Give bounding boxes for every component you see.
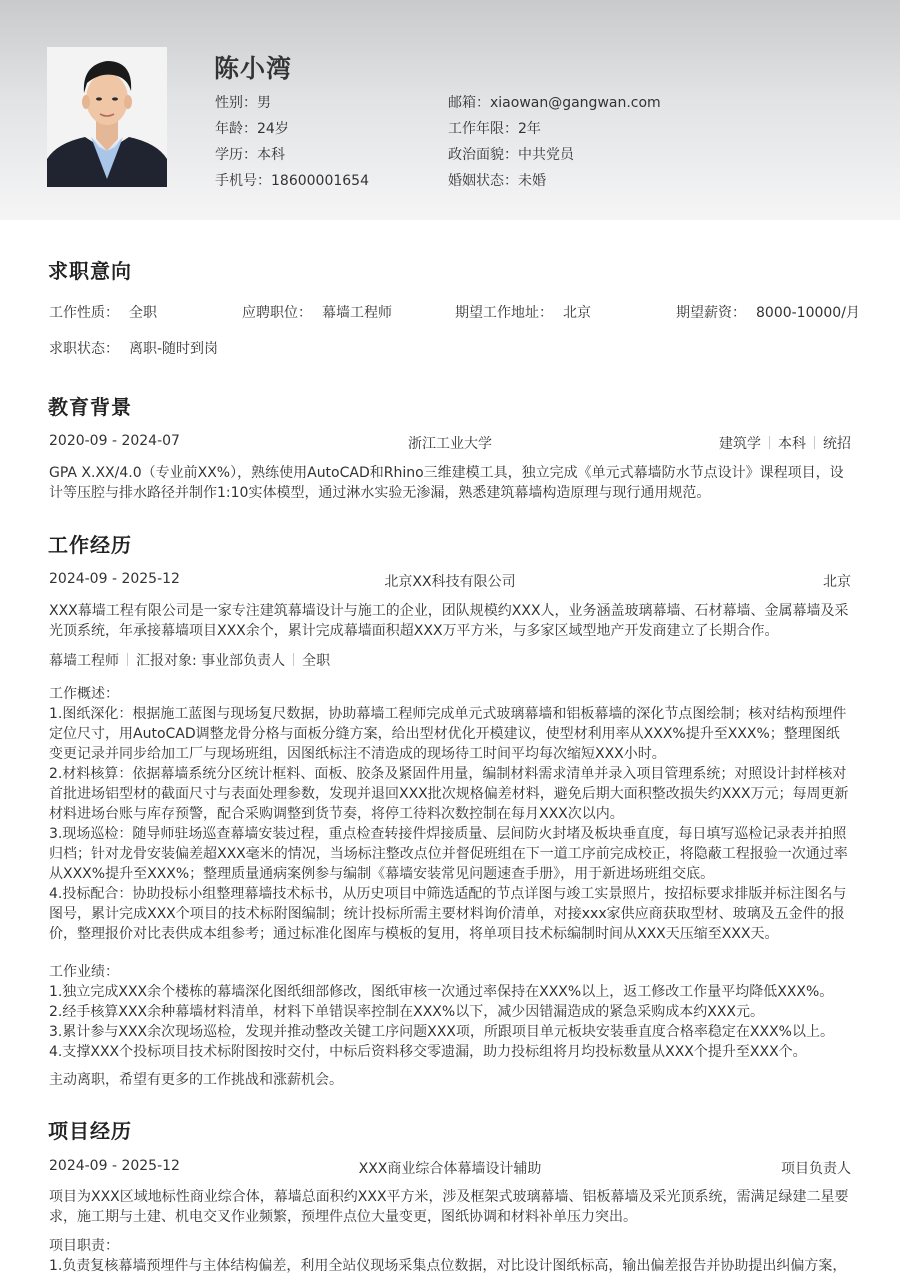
work-city: 北京 (823, 574, 851, 590)
degree: 本科 (778, 436, 806, 452)
intent-position-label: 应聘职位： (242, 305, 312, 321)
work-years-field: 工作年限：2年 (448, 121, 541, 137)
education-field: 学历：本科 (215, 147, 285, 163)
intent-salary-label: 期望薪资： (676, 305, 746, 321)
overview-label: 工作概述： (49, 686, 119, 702)
age-field: 年龄：24岁 (215, 121, 289, 137)
admission-type: 统招 (823, 436, 851, 452)
intent-status (49, 338, 218, 358)
intent-work-type-label: 工作性质： (49, 305, 119, 321)
project-duty-label: 项目职责： (49, 1238, 119, 1254)
company-description: XXX幕墙工程有限公司是一家专注建筑幕墙设计与施工的企业，团队规模约XXX人，业务涵盖玻璃幕墙、石材幕墙、金属幕墙及采光顶系统，年承接幕墙项目XXX余个，累计完成幕墙面积超XXX万平方米，与多家区域型地产开发商建立了长期合作。 (49, 603, 849, 639)
achievement-item: 1.独立完成XXX余个楼栋的幕墙深化图纸细部修改，图纸审核一次通过率保持在XXX%以上，返工修改工作量平均降低XXX%。 (49, 984, 834, 1000)
basic-info-left (215, 90, 369, 194)
duty-item: 1.图纸深化：根据施工蓝图与现场复尺数据，协助幕墙工程师完成单元式玻璃幕墙和铝板幕墙的深化节点图绘制；核对结构预埋件定位尺寸，用AutoCAD调整龙骨分格与面板分缝方案，给出型材优化开模建议，使型材利用率从XXX%提升至XXX%；整理图纸变更记录并同步给加工厂与现场班组，因图纸标注不清造成的现场待工时间平均每次缩短XXX小时。 (49, 706, 847, 762)
email-field: 邮箱：xiaowan@gangwan.com (448, 95, 661, 111)
education-period: 2020-09 - 2024-07 (49, 433, 180, 449)
intent-location-label: 期望工作地址： (455, 305, 553, 321)
gender-field: 性别：男 (215, 95, 271, 111)
project-section-title: 项目经历 (48, 1119, 132, 1143)
work-role: 幕墙工程师 (49, 653, 119, 669)
leave-reason: 主动离职，希望有更多的工作挑战和涨薪机会。 (49, 1072, 343, 1088)
profile-header (0, 0, 900, 220)
intent-location (455, 302, 591, 322)
achievement-item: 3.累计参与XXX余次现场巡检，发现并推动整改关键工序问题XXX项，所跟项目单元板块安装垂直度合格率稳定在XXX%以上。 (49, 1024, 834, 1040)
education-section-title: 教育背景 (48, 395, 132, 419)
basic-info-right (448, 90, 661, 194)
candidate-name: 陈小湾 (214, 54, 293, 83)
project-duty-item: 1.负责复核幕墙预埋件与主体结构偏差，利用全站仪现场采集点位数据，对比设计图纸标高，输出偏差报告并协助提出纠偏方案， (49, 1258, 847, 1274)
marital-field: 婚姻状态：未婚 (448, 173, 546, 189)
major: 建筑学 (719, 436, 761, 452)
tag-separator (293, 653, 294, 666)
work-report: 汇报对象: 事业部负责人 (136, 653, 286, 669)
intent-salary (676, 302, 860, 322)
intent-salary-value: 8000-10000/月 (756, 305, 860, 321)
project-period: 2024-09 - 2025-12 (49, 1158, 180, 1174)
work-tags (49, 650, 851, 670)
education-row (49, 433, 851, 453)
intent-work-type-value: 全职 (129, 305, 157, 321)
work-type: 全职 (302, 653, 331, 669)
tag-separator (814, 436, 815, 449)
work-row (49, 571, 851, 591)
tag-separator (127, 653, 128, 666)
achievement-item: 4.支撑XXX个投标项目技术标附图按时交付，中标后资料移交零遗漏，助力投标组将月均投标数量从XXX个提升至XXX个。 (49, 1044, 807, 1060)
project-role: 项目负责人 (781, 1161, 851, 1177)
project-name: XXX商业综合体幕墙设计辅助 (358, 1161, 542, 1177)
education-tags (719, 433, 851, 453)
portrait-image (47, 47, 167, 187)
tag-separator (769, 436, 770, 449)
duty-item: 4.投标配合：协助投标小组整理幕墙技术标书，从历史项目中筛选适配的节点详图与竣工实景照片，按招标要求排版并标注图名与图号，累计完成XXX个项目的技术标附图编制；统计投标所需主要材料询价清单，对接xxx家供应商获取型材、玻璃及五金件的报价，整理报价对比表供成本组参考；通过标准化图库与模板的复用，将单项目技术标编制时间从XXX天压缩至XXX天。 (49, 886, 847, 942)
avatar (47, 47, 167, 187)
education-description: GPA X.XX/4.0（专业前XX%），熟练使用AutoCAD和Rhino三维建模工具，独立完成《单元式幕墙防水节点设计》课程项目，设计等压腔与排水路径并制作1:10实体模型，通过淋水实验无渗漏，熟悉建筑幕墙构造原理与现行通用规范。 (49, 465, 844, 501)
duty-item: 2.材料核算：依据幕墙系统分区统计框料、面板、胶条及紧固件用量，编制材料需求清单并录入项目管理系统；对照设计封样核对首批进场铝型材的截面尺寸与表面处理参数，发现并退回XXX批次规格偏差材料，避免后期大面积整改损失约XXX万元；每周更新材料进场台账与库存预警，配合采购调整到货节奏，将停工待料次数控制在每月XXX次以内。 (49, 766, 849, 822)
achievement-label: 工作业绩： (49, 964, 119, 980)
intent-location-value: 北京 (563, 305, 591, 321)
intent-position (242, 302, 392, 322)
intent-position-value: 幕墙工程师 (322, 305, 392, 321)
project-description: 项目为XXX区域地标性商业综合体，幕墙总面积约XXX平方米，涉及框架式玻璃幕墙、铝板幕墙及采光顶系统，需满足绿建二星要求，施工期与土建、机电交叉作业频繁，预埋件点位大量变更，图纸协调和材料补单压力突出。 (49, 1189, 849, 1225)
project-row (49, 1158, 851, 1178)
intent-status-value: 离职-随时到岗 (129, 341, 219, 357)
work-overview (49, 684, 852, 944)
work-achievements (49, 962, 852, 1062)
politics-field: 政治面貌：中共党员 (448, 147, 574, 163)
phone-field: 手机号：18600001654 (215, 173, 369, 189)
intent-status-label: 求职状态： (49, 341, 119, 357)
project-duties (49, 1236, 852, 1276)
achievement-item: 2.经手核算XXX余种幕墙材料清单，材料下单错误率控制在XXX%以下，减少因错漏造成的紧急采购成本约XXX元。 (49, 1004, 764, 1020)
work-section-title: 工作经历 (48, 533, 132, 557)
school-name: 浙江工业大学 (408, 436, 492, 452)
duty-item: 3.现场巡检：随导师驻场巡查幕墙安装过程，重点检查转接件焊接质量、层间防火封堵及板块垂直度，每日填写巡检记录表并拍照归档；针对龙骨安装偏差超XXX毫米的情况，当场标注整改点位并督促班组在下一道工序前完成校正，将隐蔽工程报验一次通过率从XXX%提升至XXX%；整理质量通病案例参与编制《幕墙安装常见问题速查手册》，用于新进场班组交底。 (49, 826, 848, 882)
intent-work-type (49, 302, 157, 322)
company-name: 北京XX科技有限公司 (384, 574, 516, 590)
work-period: 2024-09 - 2025-12 (49, 571, 180, 587)
intent-section-title: 求职意向 (48, 259, 132, 283)
